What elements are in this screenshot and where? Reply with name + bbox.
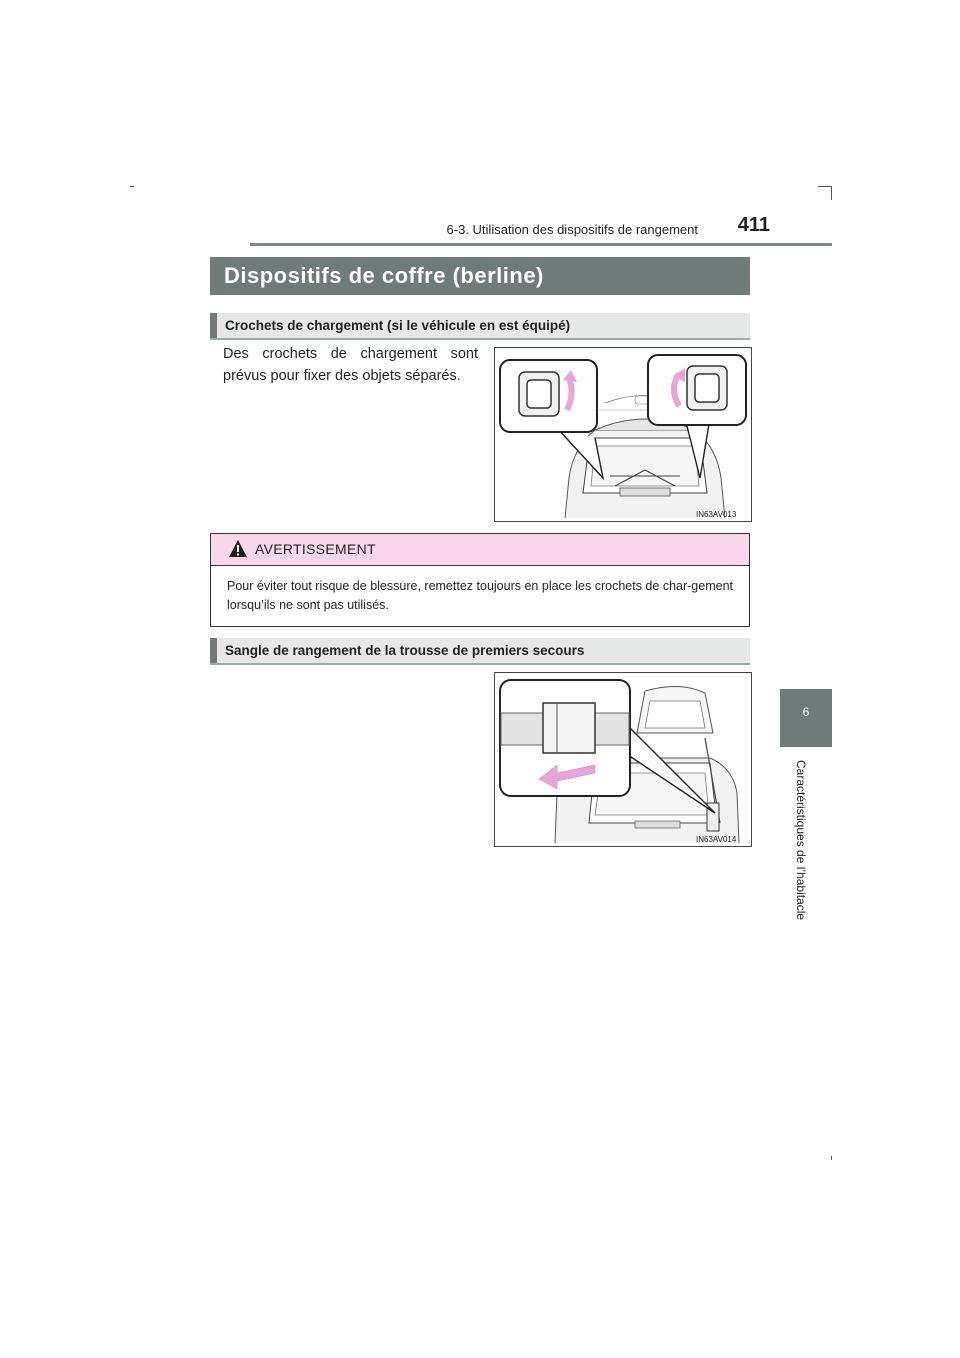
figure-label: IN63AV013 [696,510,737,519]
trunk-illustration [495,348,751,521]
chapter-title [780,760,832,930]
warning-box [210,533,750,627]
cargo-hooks-description: Des crochets de chargement sont prévus pour fixer des objets séparés. [223,346,478,384]
chapter-title-text: Caractéristiques de l’habitacle [794,760,808,921]
warning-header [211,534,749,566]
crop-mark [818,186,832,187]
crop-mark [831,186,832,200]
figure-cargo-hooks [494,347,752,522]
figure-first-aid-strap [494,672,752,847]
section-reference: 6-3. Utilisation des dispositifs de rangement [446,222,698,237]
warning-text: Pour éviter tout risque de blessure, remettez toujours en place les crochets de char-gement lorsqu’ils ne sont pas utilisés. [227,579,733,612]
section-heading-cargo-hooks: Crochets de chargement (si le véhicule en est équipé) [210,313,750,338]
warning-title: AVERTISSEMENT [255,541,376,557]
chapter-number: 6 [802,705,810,719]
page-title: Dispositifs de coffre (berline) [210,257,750,295]
header-rule [250,243,832,246]
crop-mark [130,186,134,187]
strap-illustration [495,673,751,846]
page-number: 411 [737,214,770,236]
section-heading-first-aid-strap: Sangle de rangement de la trousse de premiers secours [210,638,750,663]
crop-mark [831,1156,832,1160]
figure-label: IN63AV014 [696,835,737,844]
warning-triangle-icon [228,539,248,558]
